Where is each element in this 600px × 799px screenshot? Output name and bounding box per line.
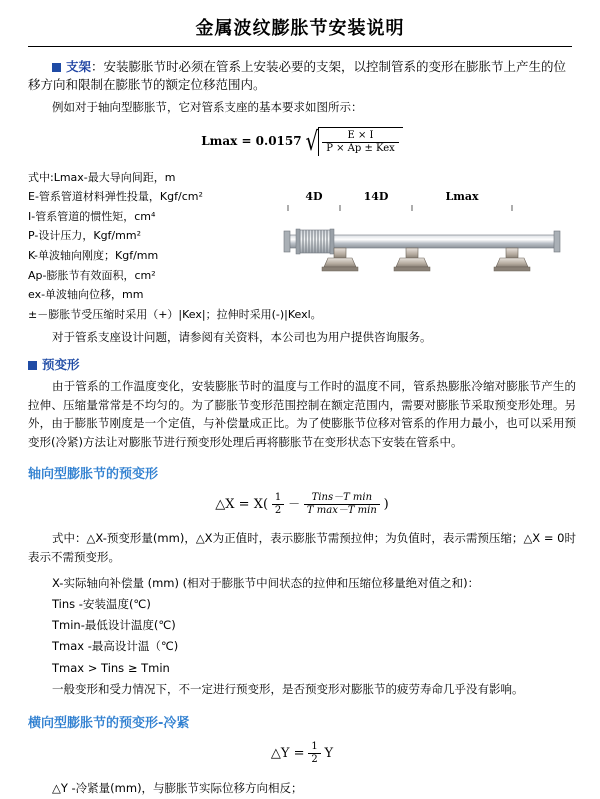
- legend-item: Ap-膨胀节有效面积，cm²: [28, 268, 156, 282]
- formula-axial-frac2-den: T max－T min: [306, 505, 377, 517]
- formula-lateral-lhs: △Y =: [270, 746, 305, 762]
- axial-note: 式中：△X-预变形量(mm)，△X为正值时，表示膨胀节需预拉伸；为负值时，表示需预压缩；△X = 0时表示不需预变形。: [28, 531, 576, 564]
- legend-item: ex-单波轴向位移，mm: [28, 288, 144, 302]
- formula-lmax-numerator: E × I: [322, 130, 399, 144]
- document-page: [0, 14, 600, 796]
- page-title: 金属波纹膨胀节安装说明: [195, 18, 405, 39]
- formula-axial-frac2-num: Tins－T min: [304, 492, 380, 505]
- legend-item: I-管系管道的惯性矩，cm⁴: [28, 209, 156, 223]
- formula-axial-predeform: [28, 492, 576, 517]
- predeform-paragraph: 由于管系的工作温度变化，安装膨胀节时的温度与工作时的温度不同，管系热膨胀冷缩对膨胀节产生的拉伸、压缩量常常是不均匀的。为了膨胀节变形范围控制在额定范围内，需要对膨胀节采取预变形处理。另外，由于膨胀节刚度是一个定值，与补偿量成正比。为了使膨胀节位移对管系的作用力最小，也可以采用预变形(冷紧)方法让对膨胀节进行预变形处理后再将膨胀节在变形状态下安装在管系中。: [28, 378, 576, 449]
- formula-lmax-lhs: Lmax = 0.0157: [201, 133, 302, 148]
- lateral-note: △Y -冷紧量(mm)，与膨胀节实际位移方向相反；: [52, 781, 303, 796]
- formula-lateral-predeform: [28, 741, 576, 766]
- figure-dimension-labels: [282, 190, 576, 203]
- formula-axial-frac1-den: 2: [274, 505, 282, 517]
- legend-and-figure: [28, 168, 576, 325]
- legend-item: K-单波轴向刚度；Kgf/mm: [28, 248, 159, 262]
- figure-dim-lmax: Lmax: [445, 189, 479, 203]
- legend-item: 式中:Lmax-最大导向间距，m: [28, 170, 176, 184]
- legend-item: ±－膨胀节受压缩时采用（+）|Kex|；拉伸时采用(-)|Kexl。: [28, 307, 322, 321]
- title-divider: [28, 46, 572, 47]
- formula-axial-minus: －: [288, 497, 301, 512]
- sqrt-icon: √: [305, 125, 319, 157]
- legend-item: P-设计压力，Kgf/mm²: [28, 229, 141, 243]
- formula-axial-lhs: △X = X(: [215, 497, 269, 513]
- formula-axial-rhs: ): [383, 497, 389, 513]
- formula-lateral-frac-num: 1: [308, 741, 320, 754]
- expansion-joint-diagram-icon: [282, 205, 562, 291]
- formula-axial-frac1-num: 1: [272, 492, 284, 505]
- section-heading-support: 支架：安装膨胀节时必须在管系上安装必要的支架，以控制管系的变形在膨胀节上产生的位移方向和限制在膨胀节的额定位移范围内。: [28, 59, 567, 92]
- axial-note: 一般变形和受力情况下，不一定进行预变形，是否预变形对膨胀节的疲劳寿命几乎没有影响。: [52, 681, 524, 696]
- document-body: [0, 57, 600, 799]
- axial-note: X-实际轴向补偿量 (mm) (相对于膨胀节中间状态的拉伸和压缩位移量绝对值之和)：: [52, 575, 480, 590]
- support-example-text: 例如对于轴向型膨胀节，它对管系支座的基本要求如图所示：: [52, 100, 363, 114]
- support-closing-text: 对于管系支座设计问题，请参阅有关资料，本公司也为用户提供咨询服务。: [52, 330, 432, 345]
- piping-figure: [278, 168, 576, 295]
- axial-note: Tmin-最低设计温度(℃): [52, 618, 176, 633]
- section-support-label: 支架: [66, 59, 92, 74]
- formula-lmax: [28, 125, 576, 158]
- blue-square-bullet-icon: [28, 361, 37, 370]
- axial-note: Tmax -最高设计温（℃): [52, 639, 179, 654]
- legend-item: E-管系管道材料弹性投量，Kgf/cm²: [28, 190, 203, 204]
- subsection-heading-axial: 轴向型膨胀节的预变形: [28, 467, 159, 483]
- blue-square-bullet-icon: [52, 63, 61, 72]
- formula-lateral-rhs: Y: [324, 746, 334, 762]
- axial-note: Tmax > Tins ≥ Tmin: [52, 660, 170, 675]
- figure-dim-4d: 4D: [305, 189, 323, 203]
- formula-lateral-frac-den: 2: [311, 754, 318, 766]
- section-predeform-label: 预变形: [42, 356, 80, 372]
- figure-dim-14d: 14D: [363, 189, 389, 203]
- axial-note: Tins -安装温度(℃): [52, 596, 151, 611]
- subsection-heading-lateral: 横向型膨胀节的预变形-冷紧: [28, 716, 190, 732]
- formula-lmax-denominator: P × Ap ± Kex: [326, 143, 395, 155]
- section-heading-predeform: [28, 355, 576, 373]
- section-support-intro: 安装膨胀节时必须在管系上安装必要的支架，以控制管系的变形在膨胀节上产生的位移方向和限制在膨胀节的额定位移范围内。: [28, 59, 567, 92]
